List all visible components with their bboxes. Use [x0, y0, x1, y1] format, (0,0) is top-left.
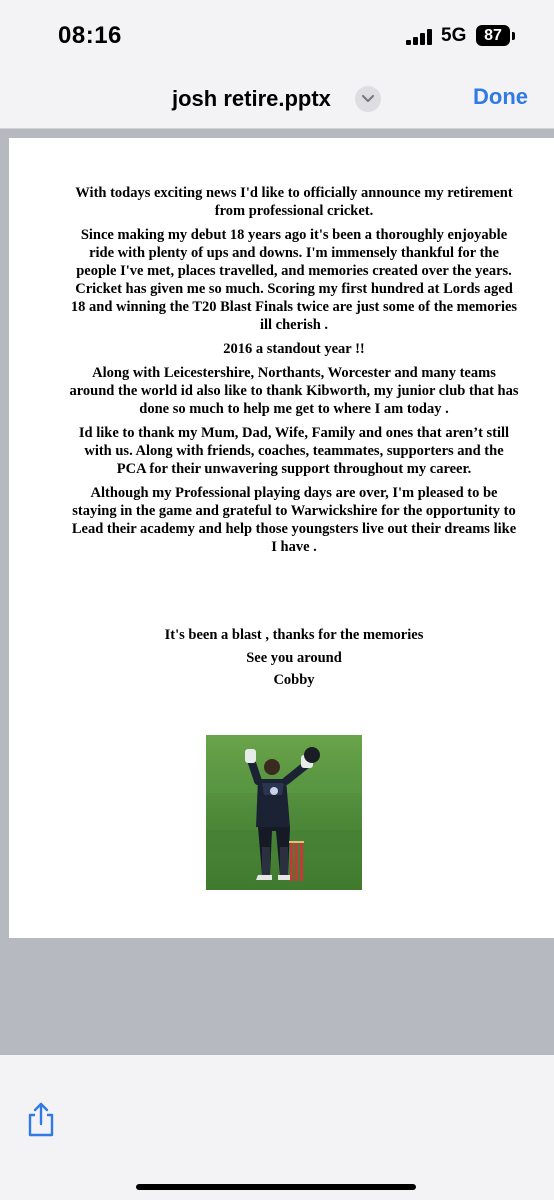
home-indicator[interactable]	[136, 1184, 416, 1190]
chevron-down-icon[interactable]	[355, 86, 381, 112]
paragraph-announcement: With todays exciting news I'd like to officially announce my retirement from professional cricket.	[75, 185, 513, 219]
share-icon[interactable]	[26, 1101, 56, 1139]
signoff-name: Cobby	[273, 672, 315, 688]
signoff-line-2: See you around	[246, 649, 342, 666]
signal-strength-icon	[406, 29, 434, 45]
paragraph-clubs: Along with Leicestershire, Northants, Worcester and many teams around the world id also like to thank Kibworth, my junior club that has done so much to help me get to where I am today .	[69, 365, 519, 417]
signoff	[69, 624, 519, 692]
paragraph-future: Although my Professional playing days are over, I'm pleased to be staying in the game and grateful to Warwickshire for the opportunity to Lead their academy and help those youngsters live out their dreams like I have .	[71, 485, 517, 555]
status-bar	[0, 0, 554, 70]
done-button[interactable]: Done	[473, 84, 528, 109]
paragraph-thanks: Id like to thank my Mum, Dad, Wife, Family and ones that aren’t still with us. Along with friends, coaches, teammates, supporters and the PCA for their unwavering support throughout my career.	[78, 425, 510, 477]
bottom-toolbar	[0, 1055, 554, 1200]
slide-text	[69, 184, 519, 562]
cricketer-photo	[206, 735, 362, 890]
battery-icon: 87	[476, 25, 510, 46]
status-time: 08:16	[58, 22, 122, 49]
nav-bar	[0, 70, 554, 129]
signoff-line-1: It's been a blast , thanks for the memories	[164, 627, 424, 643]
slide-page	[9, 138, 554, 938]
paragraph-debut: Since making my debut 18 years ago it's been a thoroughly enjoyable ride with plenty of ups and downs. I'm immensely thankful for the people I've met, places travelled, and memories created over the years. Cricket has given me so much. Scoring my first hundred at Lords aged 18 and winning the T20 Blast Finals twice are just some of the memories ill cherish .	[70, 227, 518, 333]
battery-tip	[512, 32, 515, 40]
paragraph-standout-year: 2016 a standout year !!	[223, 341, 365, 357]
document-title[interactable]: josh retire.pptx	[172, 86, 331, 111]
network-type: 5G	[441, 25, 467, 46]
